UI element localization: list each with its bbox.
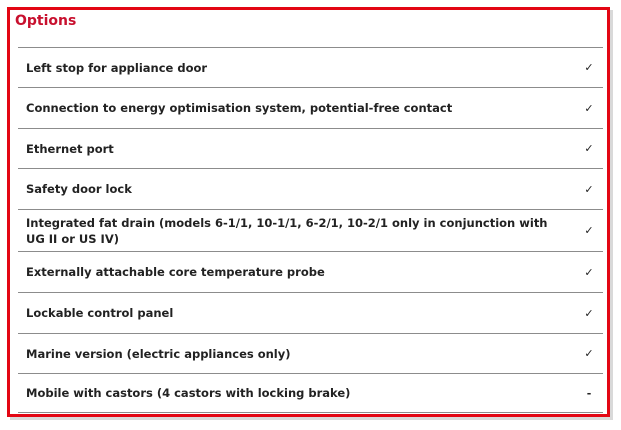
check-icon: ✓ — [584, 142, 594, 155]
check-icon: ✓ — [584, 306, 594, 320]
check-icon: ✓ — [584, 265, 594, 279]
option-label: Connection to energy optimisation system, potential-free contact — [26, 101, 453, 115]
check-icon: ✓ — [584, 224, 594, 237]
option-label: Mobile with castors (4 castors with locking brake) — [26, 386, 351, 400]
option-label: Ethernet port — [26, 141, 114, 156]
check-icon: ✓ — [584, 61, 594, 74]
table-row — [18, 168, 603, 209]
option-label: Integrated fat drain (models 6-1/1, 10-1/1, 6-2/1, 10-2/1 only in conjunction with UG II or US IV) — [26, 215, 548, 246]
panel-title: Options — [15, 13, 77, 29]
check-icon: ✓ — [584, 101, 594, 115]
options-panel — [7, 7, 610, 417]
table-row — [18, 333, 603, 373]
check-icon: ✓ — [584, 182, 594, 196]
table-row — [18, 128, 603, 168]
table-row — [18, 292, 603, 333]
table-row — [18, 87, 603, 128]
table-row — [18, 373, 603, 413]
option-label: Lockable control panel — [26, 306, 174, 320]
option-label: Externally attachable core temperature probe — [26, 265, 325, 279]
check-icon: ✓ — [584, 347, 594, 360]
table-row — [18, 47, 603, 87]
option-label: Left stop for appliance door — [26, 60, 208, 75]
table-row — [18, 251, 603, 292]
dash-icon: - — [586, 386, 592, 400]
option-label: Safety door lock — [26, 182, 132, 196]
option-label: Marine version (electric appliances only) — [26, 346, 291, 361]
table-row — [18, 209, 603, 251]
options-table — [18, 47, 603, 413]
